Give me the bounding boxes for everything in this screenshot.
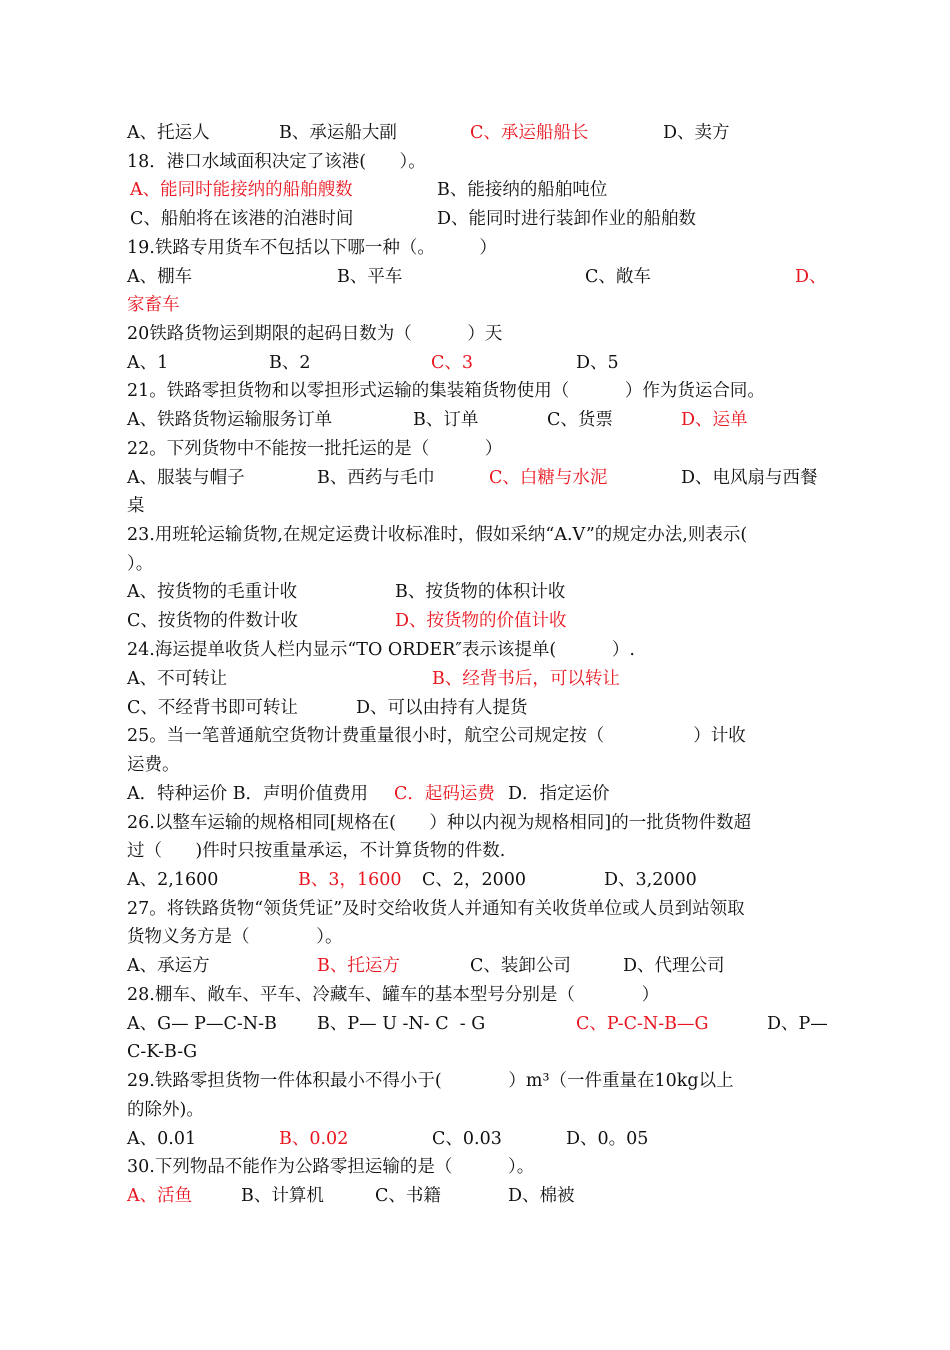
q24-question: 24.海运提单收货人栏内显示“TO ORDER″表示该提单( ）.: [127, 640, 635, 660]
q26-question-wrap: 过（ )件时只按重量承运，不计算货物的件数.: [127, 841, 506, 861]
q24-option-a: A、不可转让: [127, 669, 228, 689]
q26-options: [127, 866, 697, 894]
q30-option-d: D、棉被: [508, 1186, 575, 1206]
q29-option-a: A、0.01: [127, 1129, 197, 1149]
q19-option-b: B、平车: [337, 267, 403, 287]
q22-option-d: D、电风扇与西餐: [681, 468, 818, 488]
q21-question: 21。铁路零担货物和以零担形式运输的集装箱货物使用（ ）作为货运合同。: [127, 381, 765, 401]
q17-option-c-answer: C、承运船船长: [470, 123, 589, 143]
q23-option-a: A、按货物的毛重计收: [127, 582, 298, 602]
q18-option-b: B、能接纳的船舶吨位: [437, 180, 608, 200]
q28-option-d-wrap: C-K-B-G: [127, 1042, 198, 1062]
q23-option-b: B、按货物的体积计收: [395, 582, 566, 602]
q21-option-c: C、货票: [547, 410, 613, 430]
q25-options: [127, 780, 610, 808]
q27-question-wrap: 货物义务方是（ ）。: [127, 927, 343, 947]
q23-question-wrap: ）。: [127, 554, 154, 574]
q17-option-b: B、承运船大副: [279, 123, 397, 143]
q18-option-a-answer: A、能同时能接纳的船舶艘数: [130, 180, 353, 200]
q28-option-b: B、P— U -N- C - G: [317, 1014, 486, 1034]
q26-question: 26.以整车运输的规格相同[规格在( ）种以内视为规格相同]的一批货物件数超: [127, 813, 752, 833]
q29-question: 29.铁路零担货物一件体积最小不得小于( ）m³（一件重量在10kg以上: [127, 1071, 734, 1091]
q19-option-d-wrap: 家畜车: [127, 295, 180, 315]
q22-option-c-answer: C、白糖与水泥: [489, 468, 608, 488]
q17-option-a: A、托运人: [127, 123, 210, 143]
q30-question: 30.下列物品不能作为公路零担运输的是（ ）。: [127, 1157, 535, 1177]
q17-option-d: D、卖方: [663, 123, 730, 143]
q20-option-a: A、1: [127, 353, 169, 373]
q28-options: [127, 1010, 828, 1038]
q27-option-d: D、代理公司: [623, 956, 725, 976]
q26-option-b-answer: B、3，1600: [298, 870, 402, 890]
q29-option-c: C、0.03: [432, 1129, 502, 1149]
q20-option-c-answer: C、3: [431, 353, 474, 373]
q30-option-b: B、计算机: [241, 1186, 324, 1206]
q20-options: [127, 349, 619, 377]
q19-option-c: C、敞车: [585, 267, 651, 287]
q26-option-a: A、2,1600: [127, 870, 219, 890]
q28-option-d: D、P—: [767, 1014, 828, 1034]
q24-options-row1: [127, 665, 620, 693]
q20-option-b: B、2: [269, 353, 311, 373]
q19-option-a: A、棚车: [127, 267, 193, 287]
q17-options: [127, 119, 730, 147]
q19-options: [127, 263, 827, 291]
q20-question: 20铁路货物运到期限的起码日数为（ ）天: [127, 324, 503, 344]
q23-options-row1: [127, 578, 566, 606]
q23-options-row2: [127, 607, 567, 635]
q23-question: 23.用班轮运输货物,在规定运费计收标准时，假如采纳“A.V”的规定办法,则表示(: [127, 525, 748, 545]
q29-option-b-answer: B、0.02: [279, 1129, 349, 1149]
q18-options-row2: [127, 205, 697, 233]
q18-option-d: D、能同时进行装卸作业的船舶数: [437, 209, 697, 229]
q22-options: [127, 464, 818, 492]
q29-question-wrap: 的除外)。: [127, 1100, 204, 1120]
q18-question: 18．港口水域面积决定了该港( ）。: [127, 152, 426, 172]
q24-option-d: D、可以由持有人提货: [356, 698, 528, 718]
q22-option-a: A、服装与帽子: [127, 468, 245, 488]
q21-option-d-answer: D、运单: [681, 410, 748, 430]
q29-options: [127, 1125, 649, 1153]
q25-option-c-answer: C．起码运费: [394, 784, 495, 804]
q28-option-a: A、G— P—C-N-B: [127, 1014, 277, 1034]
q30-options: [127, 1182, 575, 1210]
q22-option-b: B、西药与毛巾: [317, 468, 435, 488]
q23-option-d-answer: D、按货物的价值计收: [395, 611, 567, 631]
q21-option-b: B、订单: [413, 410, 479, 430]
q27-option-c: C、装卸公司: [470, 956, 571, 976]
q28-option-c-answer: C、P-C-N-B—G: [576, 1014, 709, 1034]
q19-question: 19.铁路专用货车不包括以下哪一种（。 ）: [127, 238, 497, 258]
q22-option-d-wrap: 桌: [127, 496, 145, 516]
q30-option-c: C、书籍: [375, 1186, 441, 1206]
q29-option-d: D、0。05: [566, 1129, 649, 1149]
q21-options: [127, 406, 748, 434]
q24-options-row2: [127, 694, 528, 722]
q23-option-c: C、按货物的件数计收: [127, 611, 298, 631]
q19-option-d-answer: D、: [795, 267, 827, 287]
q26-option-d: D、3,2000: [604, 870, 697, 890]
q25-question-wrap: 运费。: [127, 755, 180, 775]
q25-option-a-b: A．特种运价 B．声明价值费用: [127, 784, 369, 804]
q24-option-c: C、不经背书即可转让: [127, 698, 298, 718]
q27-option-a: A、承运方: [127, 956, 210, 976]
q28-question: 28.棚车、敞车、平车、冷藏车、罐车的基本型号分别是（ ）: [127, 985, 660, 1005]
q27-question: 27。将铁路货物“领货凭证”及时交给收货人并通知有关收货单位或人员到站领取: [127, 899, 745, 919]
q30-option-a-answer: A、活鱼: [127, 1186, 193, 1206]
q25-question: 25。当一笔普通航空货物计费重量很小时，航空公司规定按（ ）计收: [127, 726, 746, 746]
q24-option-b-answer: B、经背书后，可以转让: [432, 669, 620, 689]
q25-option-d: D．指定运价: [508, 784, 610, 804]
q27-options: [127, 952, 725, 980]
q27-option-b-answer: B、托运方: [317, 956, 400, 976]
q22-question: 22。下列货物中不能按一批托运的是（ ）: [127, 439, 503, 459]
q20-option-d: D、5: [576, 353, 619, 373]
q18-options-row1: [127, 176, 608, 204]
q21-option-a: A、铁路货物运输服务订单: [127, 410, 333, 430]
q18-option-c: C、船舶将在该港的泊港时间: [130, 209, 354, 229]
q26-option-c: C、2，2000: [422, 870, 527, 890]
